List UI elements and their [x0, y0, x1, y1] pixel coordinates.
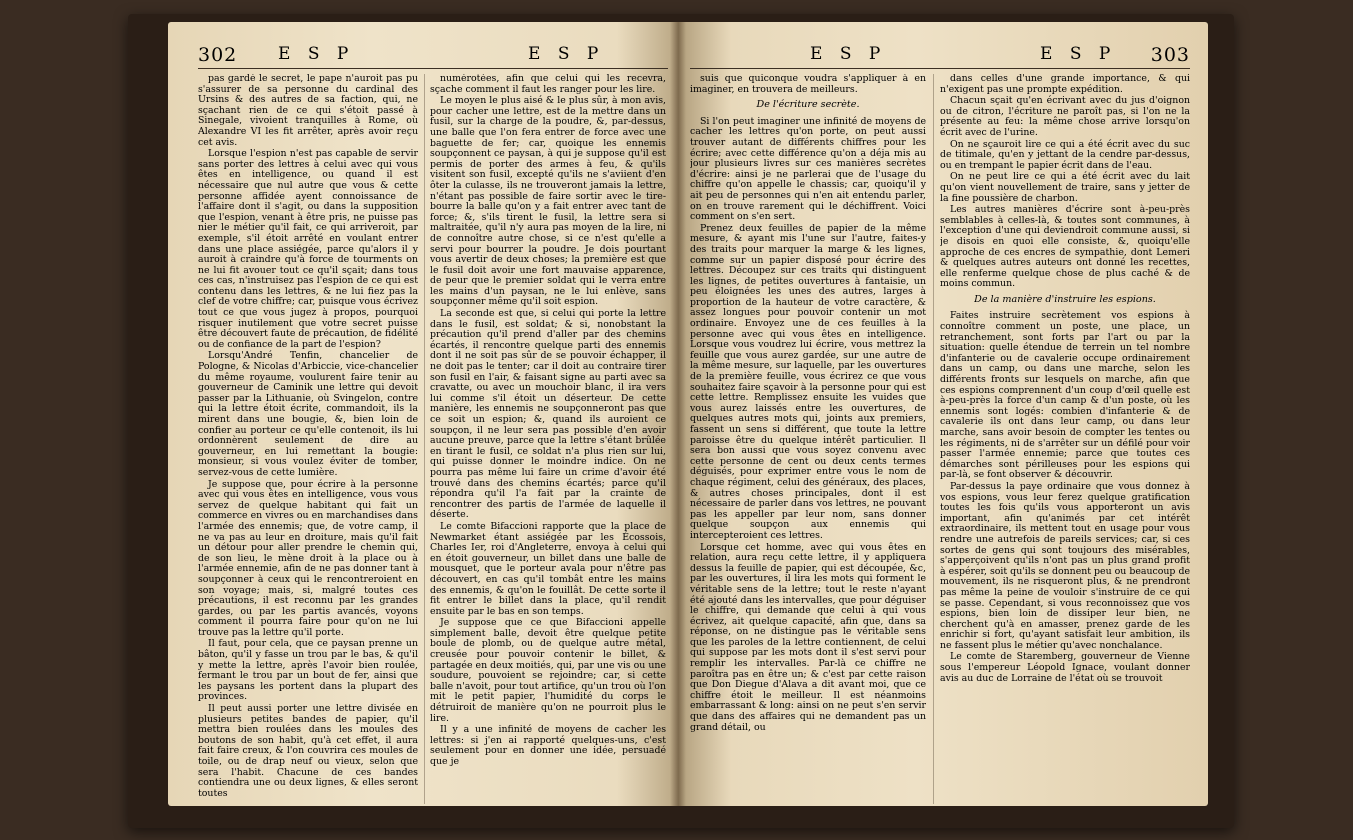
paragraph: Chacun sçait qu'en écrivant avec du jus d'oignon ou de citron, l'écriture ne paroît pas, si l'on ne la présente au feu: la même chose arrive lorsqu'on écrit avec de l'urine. — [940, 95, 1190, 138]
paragraph: Il faut, pour cela, que ce paysan prenne un bâton, qu'il y fasse un trou par le bas, & qu'il y mette la lettre, après l'avoir bien roulée, fermant le trou par un bout de fer, ainsi que les paysans les portent dans la plupart des provinces. — [198, 638, 418, 703]
paragraph: Lorsque l'espion n'est pas capable de servir sans porter des lettres à celui avec qui vous êtes en intelligence, ou quand il est nécessaire que nul autre que vous & cette personne affidée ayent connoissance de l'affaire dont il s'agit, ou dans la supposition que l'espion, venant à être pris, ne puisse pas nier le métier qu'il fait, ce qui arriveroit, par exemple, s'il étoit arrêté en voulant entrer dans une place assiégée, parce qu'alors il y auroit à craindre qu'à force de tourments on ne lui fit avouer tout ce qu'il sçait; dans tous ces cas, n'instruisez pas l'espion de ce qui est contenu dans les lettres, & ne lui fiez pas la clef de votre chiffre; car, puisque vous écrivez tout ce que vous jugez à propos, pourquoi risquer inutilement que votre secret puisse être découvert faute de précaution, de fidélité ou de confiance de la part de l'espion? — [198, 148, 418, 350]
column-divider — [424, 74, 425, 804]
paragraph: On ne peut lire ce qui a été écrit avec du lait qu'on vient nouvellement de traire, sans y jetter de la fine poussière de charbon. — [940, 171, 1190, 204]
left-header-rule — [198, 68, 668, 69]
column-divider — [933, 74, 934, 804]
paragraph: Si l'on peut imaginer une infinité de moyens de cacher les lettres qu'on porte, on peut aussi trouver autant de différents chiffres pour les écrire; avec cette différence qu'on a déja mis au jour plusieurs livres sur ces manières secrètes d'écrire: ainsi je ne parlerai que de l'usage du chiffre qu'on appelle le chassis; car, quoiqu'il y ait peu de personnes qui n'en ait entendu parler, on en trouve rarement qui le déchiffrent. Voici comment on s'en sert. — [690, 115, 926, 223]
right-page-header — [690, 44, 1190, 66]
paragraph: Je suppose que ce que Bifaccioni appelle simplement balle, devoit être quelque petite boule de plomb, ou de quelque autre métal, creusée pour pouvoir contenir le billet, & partagée en deux moitiés, qui, par une vis ou une soudure, pouvoient se rejoindre; car, si cette balle n'avoit, pour tout artifice, qu'un trou où l'on mit le petit papier, l'humidité du corps le détruiroit de manière qu'on ne pourroit plus le lire. — [430, 617, 666, 724]
paragraph: Par-dessus la paye ordinaire que vous donnez à vos espions, vous leur ferez quelque gratification toutes les fois qu'ils vous apporteront un avis important, afin qu'animés par cet intérêt extraordinaire, ils mettent tout en usage pour vous rendre une autrefois de pareils services; car, si ces sortes de gens qui sont toujours des misérables, s'apperçoivent qu'ils n'ont pas un plus grand profit à espérer, soit qu'ils se donnent peu ou beaucoup de mouvement, ils ne risqueront plus, & ne prendront pas même la peine de vouloir s'instruire de ce qui se passe. Cependant, si vous reconnoissez que vos espions, bien loin de dissiper leur bien, ne cherchent qu'à en amasser, prenez garde de les enrichir si fort, qu'ayant satisfait leur ambition, ils ne fassent plus le métier qu'avec nonchalance. — [940, 480, 1190, 651]
paragraph: pas gardé le secret, le pape n'auroit pas pu s'assurer de sa personne du cardinal des Ursins & des autres de sa faction, qui, ne sçachant rien de ce qui s'étoit passé à Sinegale, vivoient tranquilles à Rome, où Alexandre VI les fit arrêter, après avoir reçu cet avis. — [198, 74, 418, 148]
paragraph: Le comte de Staremberg, gouverneur de Vienne sous l'empereur Léopold Ignace, voulant donner avis au duc de Lorraine de l'état où se trouvoit — [940, 651, 1190, 684]
paragraph: Prenez deux feuilles de papier de la même mesure, & ayant mis l'une sur l'autre, faites-y des traits pour marquer la marge & les lignes, comme sur un papier disposé pour écrire des lettres. Découpez sur ces traits qui distinguent les lignes, de petites ouvertures à fantaisie, un peu éloignées les unes des autres, larges à proportion de la hauteur de votre caractère, & assez longues pour pouvoir contenir un mot ordinaire. Envoyez une de ces feuilles à la personne avec qui vous êtes en intelligence. Lorsque vous voudrez lui écrire, vous mettrez la feuille que vous aurez gardée, sur une autre de la même mesure, sur laquelle, par les ouvertures de la première feuille, vous écrirez ce que vous souhaitez faire sçavoir à la personne pour qui est cette lettre. Remplissez ensuite les vuides que vous aurez laissés entre les ouvertures, de quelques autres mots qui, joints aux premiers, fassent un sens si différent, que toute la lettre paroisse être du quelque intérêt particulier. Il sera bon aussi que vous soyez convenu avec cette personne de cent ou deux cents termes déguisés, pour exprimer entre vous le nom de chaque régiment, celui des généraux, des places, & autres choses principales, dont il est nécessaire de parler dans vos lettres, ne pouvant pas les appeller par leur nom, sans donner quelque soupçon aux ennemis qui intercepteroient ces lettres. — [690, 222, 926, 541]
paragraph: Lorsqu'André Tenfin, chancelier de Pologne, & Nicolas d'Arbiccie, vice-chancelier du même royaume, voulurent faire tenir au gouverneur de Caminik une lettre qui devoit passer par la Lithuanie, où Svingelon, contre qui la lettre étoit écrite, commandoit, ils la mirent dans une bougie, &, bien loin de confier au porteur ce qu'elle contenoit, ils lui ordonnèrent seulement de dire au gouverneur, en lui remettant la bougie: monsieur, si vous voulez éviter de tomber, servez-vous de cette lumière. — [198, 350, 418, 478]
book-gutter — [670, 22, 686, 806]
paragraph: Il peut aussi porter une lettre divisée en plusieurs petites bandes de papier, qu'il mettra bien roulées dans les moules des boutons de son habit, qu'à cet effet, il aura fait faire creux, & l'on couvrira ces moules de toile, ou de drap neuf ou vieux, selon que sera l'habit. Chacune de ces bandes contiendra une ou deux lignes, & elles seront toutes — [198, 703, 418, 799]
section-heading: De l'écriture secrète. — [756, 99, 860, 111]
right-header-word: E S P — [1040, 44, 1117, 64]
paragraph: Faites instruire secrètement vos espions à connoître comment un poste, une place, un retranchement, sont forts par l'art ou par la situation: quelle étendue de terrein un tel nombre d'infanterie ou de cavalerie occupe ordinairement dans un camp, ou dans une marche, selon les différents fronts sur lesquels on marche, afin que ces espions comprennent d'un coup d'œil quelle est à-peu-près la force d'un camp & d'un poste, où les ennemis sont logés: combien d'infanterie & de cavalerie ils ont dans leur camp, ou dans leur marche, sans avoir besoin de compter les tentes ou les régiments, ni de s'arrêter sur un défilé pour voir passer l'armée ennemie; parce que toutes ces démarches sont périlleuses pour les espions qui par-là, se font observer & découvrir. — [940, 310, 1190, 481]
paragraph: On ne sçauroit lire ce qui a été écrit avec du suc de titimale, qu'en y jettant de la cendre par-dessus, ou en trempant le papier écrit dans de l'eau. — [940, 138, 1190, 171]
left-page-column-2 — [430, 74, 666, 804]
left-header-word-right: E S P — [528, 44, 605, 64]
section-heading: De la manière d'instruire les espions. — [974, 293, 1156, 305]
paragraph: suis que quiconque voudra s'appliquer à en imaginer, en trouvera de meilleurs. — [690, 74, 926, 95]
paragraph: Il y a une infinité de moyens de cacher les lettres: si j'en ai rapporté quelques-uns, c'est seulement pour en donner une idée, persuadé que je — [430, 724, 666, 767]
paragraph: Le comte Bifaccioni rapporte que la place de Newmarket étant assiégée par les Écossois, Charles Ier, roi d'Angleterre, envoya à celui qui en étoit gouverneur, un billet dans une balle de mousquet, que le porteur avala pour n'être pas découvert, en cas qu'il tombât entre les mains des ennemis, & qu'on le fouillât. De cette sorte il fit entrer le billet dans la place, qu'il rendit ensuite par le bas en son temps. — [430, 520, 666, 617]
paragraph: Les autres manières d'écrire sont à-peu-près semblables à celles-là, & toutes sont communes, à l'exception d'une qui deviendroit commune aussi, si je disois en quoi elle consiste, &, quoiqu'elle approche de ces encres de sympathie, dont Lemeri & quelques autres auteurs ont donné les recettes, elle renferme quelque chose de plus caché & de moins commun. — [940, 204, 1190, 290]
paragraph: Lorsque cet homme, avec qui vous êtes en relation, aura reçu cette lettre, il y appliquera dessus la feuille de papier, qui est découpée, &c, par les ouvertures, il lira les mots qui forment le véritable sens de la lettre; tout le reste n'ayant été ajouté dans les intervalles, que pour déguiser le chiffre, qui demande que celui à qui vous écrivez, ait quelque capacité, afin que, dans sa réponse, on ne distingue pas le véritable sens que les paroles de la lettre contiennent, de celui qui suppose par les mots dont il s'est servi pour remplir les intervalles. Par-là ce chiffre ne paroîtra pas en être un; & c'est par cette raison que Don Diegue d'Alava a dit avant moi, que ce chiffre étoit le meilleur. Il est néanmoins embarrassant & long: ainsi on ne peut s'en servir que dans des affaires qui ne demandent pas un grand détail, ou — [690, 541, 926, 733]
left-page-column-1 — [198, 74, 418, 804]
right-page-number: 303 — [1150, 44, 1190, 66]
paragraph: Le moyen le plus aisé & le plus sûr, à mon avis, pour cacher une lettre, est de la mettre dans un fusil, sur la charge de la poudre, &, par-dessus, une balle que l'on fera entrer de force avec une baguette de fer; car, quoique les ennemis soupçonnent ce paysan, à qui je suppose qu'il est permis de porter des armes à feu, & qu'ils visitent son fusil, excepté qu'ils ne s'aviient d'en ôter la culasse, ils ne trouveront jamais la lettre, n'étant pas possible de faire sortir avec le tire-bourre la balle qu'on y a fait entrer avec tant de force; &, s'ils tirent le fusil, la lettre sera si maltraitée, qu'il n'y aura pas moyen de la lire, ni de connoître autre chose, si ce n'est qu'elle a servi pour bourrer la poudre. Je dois pourtant vous avertir de deux choses; la première est que le fusil doit avoir une fort mauvaise apparence, de peur que le premier soldat qui le verra entre les mains d'un paysan, ne le lui enlève, sans soupçonner même qu'il soit espion. — [430, 95, 666, 308]
right-header-word-left: E S P — [810, 44, 887, 64]
paragraph: dans celles d'une grande importance, & qui n'exigent pas une prompte expédition. — [940, 74, 1190, 95]
right-header-rule — [690, 68, 1190, 69]
paragraph: La seconde est que, si celui qui porte la lettre dans le fusil, est soldat; & si, nonobstant la précaution qu'il prend d'aller par des chemins écartés, il rencontre quelque parti des ennemis dont il ne soit pas sûr de se pouvoir échapper, il ne doit pas le tenter; car il doit au contraire tirer son fusil en l'air, & faisant signe au parti avec sa cravatte, ou avec un mouchoir blanc, il ira vers lui comme s'il étoit un déserteur. De cette manière, les ennemis ne soupçonneront pas que ce soit un espion; &, quand ils auroient ce soupçon, il ne leur sera pas possible d'en avoir aucune preuve, parce que la lettre s'étant brûlée en tirant le fusil, ce soldat n'a plus rien sur lui, qui puisse donner le moindre indice. On ne pourra pas même lui faire un crime d'avoir été trouvé dans des chemins écartés; parce qu'il répondra qu'il l'a fait par la crainte de rencontrer des partis de l'armée de laquelle il déserte. — [430, 308, 666, 521]
left-page-number: 302 — [198, 44, 238, 66]
paragraph: Je suppose que, pour écrire à la personne avec qui vous êtes en intelligence, vous vous servez de quelque habitant qui fait un commerce en vivres ou en marchandises dans l'armée des ennemis; que, de votre camp, il ne va pas au leur en droiture, mais qu'il fait un détour pour aller prendre le chemin qui, de son lieu, le mène droit à la place ou à l'armée ennemie, afin de ne pas donner tant à soupçonner à ceux qui le rencontreroient en son voyage; mais, si, malgré toutes ces précautions, il est reconnu par les grandes gardes, ou par les partis avancés, voyons comment il pourra faire pour qu'on ne lui trouve pas la lettre qu'il porte. — [198, 478, 418, 638]
right-page-column-2 — [940, 74, 1190, 804]
right-page-column-1 — [690, 74, 926, 804]
paragraph: numérotées, afin que celui qui les recevra, sçache comment il faut les ranger pour les lire. — [430, 74, 666, 95]
left-page-header — [198, 44, 668, 66]
left-header-word: E S P — [278, 44, 355, 64]
